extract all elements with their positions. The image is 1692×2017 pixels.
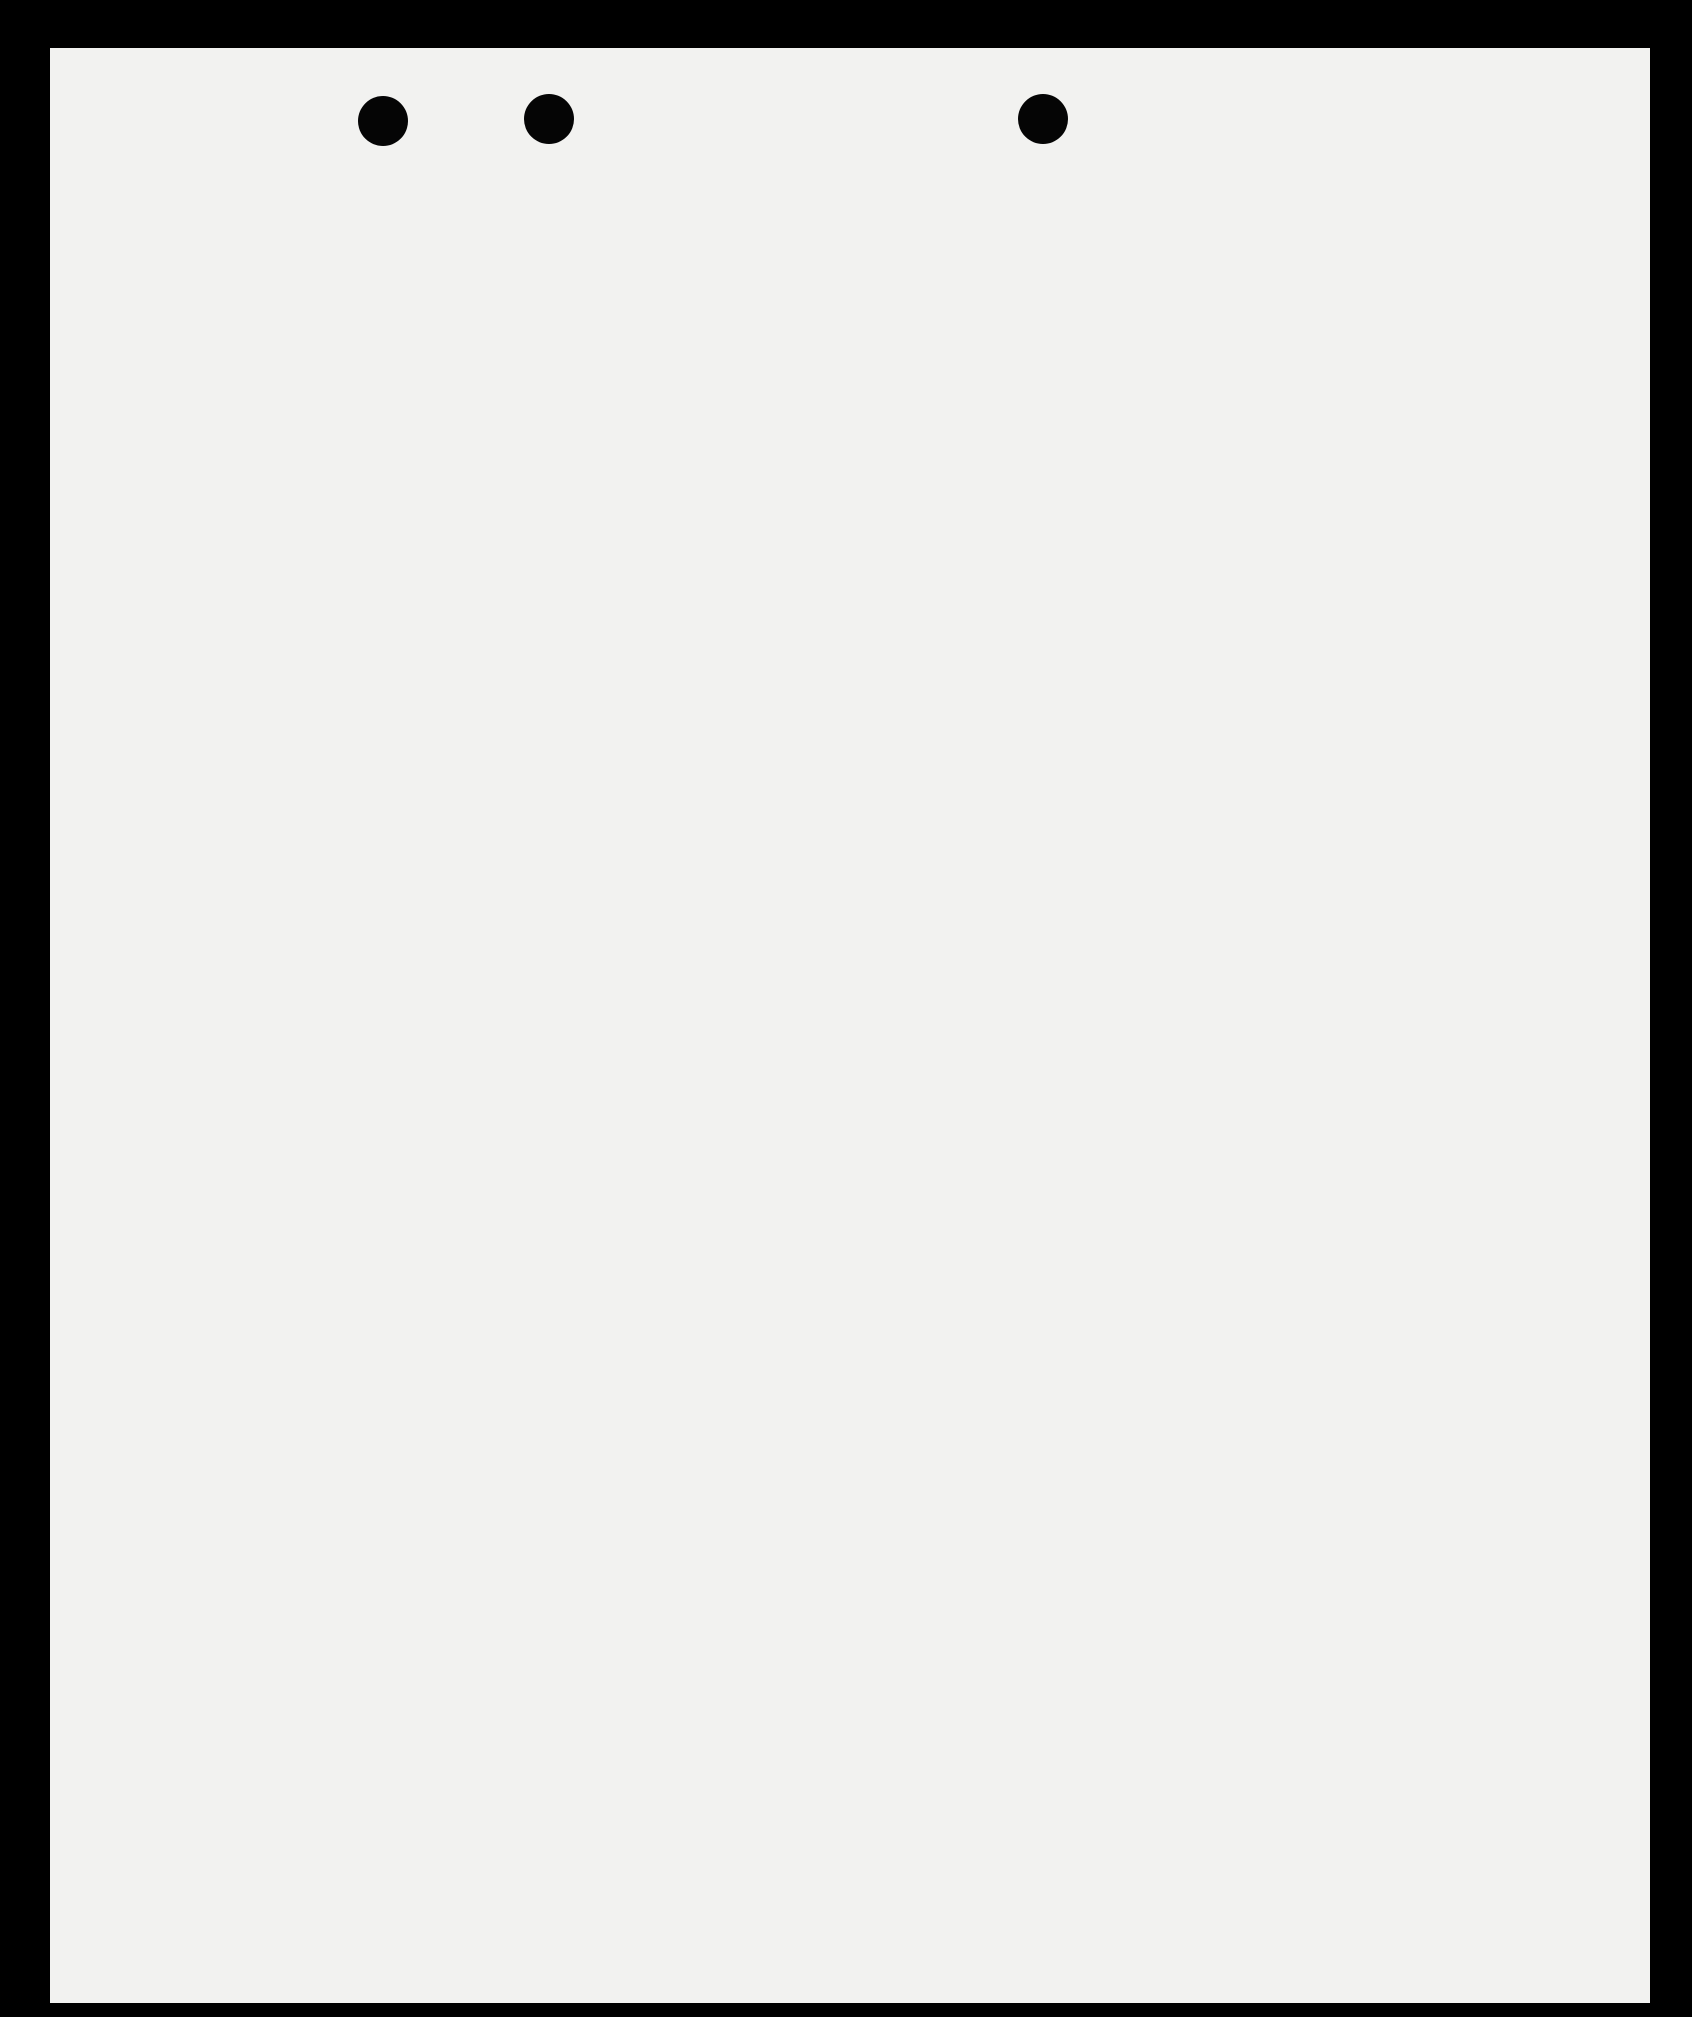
- punch-hole: [358, 96, 408, 146]
- punch-hole: [1018, 94, 1068, 144]
- punch-hole: [524, 94, 574, 144]
- information-sheet-page: [50, 48, 1650, 2003]
